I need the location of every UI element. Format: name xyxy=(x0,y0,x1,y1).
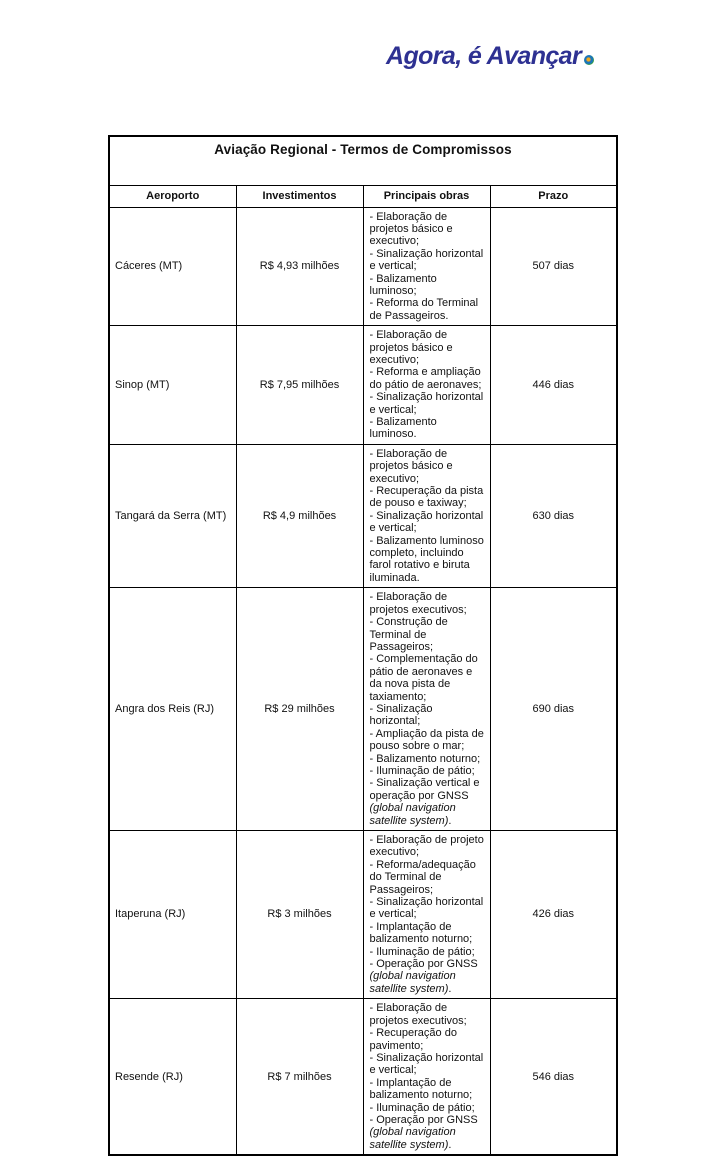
airport-cell: Resende (RJ) xyxy=(109,999,236,1155)
works-item: - Sinalização horizontal e vertical; xyxy=(369,247,484,273)
works-item: - Reforma e ampliação do pátio de aeronaves; xyxy=(369,366,482,391)
brand-logo xyxy=(386,41,594,71)
works-item: - Ampliação da pista de pouso sobre o mar; xyxy=(369,727,484,753)
works-item: - Iluminação de pátio; xyxy=(369,945,475,958)
works-item: - Elaboração de projetos executivos; xyxy=(369,1002,467,1027)
table-title-row xyxy=(109,136,617,185)
table-row xyxy=(109,999,617,1155)
investment-cell: R$ 3 milhões xyxy=(236,831,363,999)
globe-dot-icon xyxy=(584,55,594,65)
table-row xyxy=(109,326,617,445)
works-item: - Recuperação do pavimento; xyxy=(369,1027,457,1052)
table-row xyxy=(109,588,617,831)
works-item: - Elaboração de projetos básico e executivo; xyxy=(369,329,453,366)
investment-cell: R$ 7 milhões xyxy=(236,999,363,1155)
works-cell xyxy=(363,831,490,999)
investment-cell: R$ 4,93 milhões xyxy=(236,207,363,326)
works-item: - Recuperação da pista de pouso e taxiway; xyxy=(369,485,484,510)
works-item: - Sinalização horizontal e vertical; xyxy=(369,509,484,535)
works-item: - Balizamento noturno; xyxy=(369,752,481,765)
airport-cell: Cáceres (MT) xyxy=(109,207,236,326)
table-head xyxy=(109,136,617,207)
column-header-1: Investimentos xyxy=(236,185,363,207)
airport-cell: Angra dos Reis (RJ) xyxy=(109,588,236,831)
table-body xyxy=(109,207,617,1155)
deadline-cell: 446 dias xyxy=(490,326,617,445)
brand-logo-text: Agora, é Avançar xyxy=(386,42,582,70)
table-row xyxy=(109,444,617,587)
works-item: - Reforma do Terminal de Passageiros. xyxy=(369,297,479,322)
works-item: - Operação por GNSS (global navigation satellite system). xyxy=(369,958,478,995)
column-header-0: Aeroporto xyxy=(109,185,236,207)
investment-cell: R$ 4,9 milhões xyxy=(236,444,363,587)
deadline-cell: 426 dias xyxy=(490,831,617,999)
works-item: - Complementação do pátio de aeronaves e da nova pista de taxiamento; xyxy=(369,653,478,703)
works-item: - Balizamento luminoso. xyxy=(369,416,437,441)
works-item: - Construção de Terminal de Passageiros; xyxy=(369,616,448,653)
airport-cell: Itaperuna (RJ) xyxy=(109,831,236,999)
works-item: - Sinalização vertical e operação por GNSS (global navigation satellite system). xyxy=(369,777,480,827)
works-item: - Sinalização horizontal e vertical; xyxy=(369,391,484,416)
works-item: - Balizamento luminoso completo, incluindo farol rotativo e biruta iluminada. xyxy=(369,534,484,584)
airport-cell: Sinop (MT) xyxy=(109,326,236,445)
works-item: - Iluminação de pátio; xyxy=(369,1101,475,1114)
works-item: - Sinalização horizontal; xyxy=(369,702,433,728)
deadline-cell: 507 dias xyxy=(490,207,617,326)
deadline-cell: 546 dias xyxy=(490,999,617,1155)
works-item: - Sinalização horizontal e vertical; xyxy=(369,1051,484,1077)
commitments-table xyxy=(108,135,618,1156)
works-cell xyxy=(363,326,490,445)
works-cell xyxy=(363,588,490,831)
table-row xyxy=(109,831,617,999)
table-header-row xyxy=(109,185,617,207)
column-header-2: Principais obras xyxy=(363,185,490,207)
airport-cell: Tangará da Serra (MT) xyxy=(109,444,236,587)
table-title: Aviação Regional - Termos de Compromissos xyxy=(109,136,617,185)
works-cell xyxy=(363,444,490,587)
works-item: - Iluminação de pátio; xyxy=(369,764,475,777)
works-item: - Elaboração de projetos executivos; xyxy=(369,591,467,616)
works-item: - Elaboração de projetos básico e executivo; xyxy=(369,210,453,248)
works-item: - Reforma/adequação do Terminal de Passageiros; xyxy=(369,858,476,896)
works-item: - Elaboração de projeto executivo; xyxy=(369,834,484,859)
works-item: - Sinalização horizontal e vertical; xyxy=(369,896,484,921)
investment-cell: R$ 7,95 milhões xyxy=(236,326,363,445)
works-cell xyxy=(363,999,490,1155)
deadline-cell: 690 dias xyxy=(490,588,617,831)
works-item: - Implantação de balizamento noturno; xyxy=(369,920,473,946)
works-item: - Elaboração de projetos básico e executivo; xyxy=(369,447,453,485)
works-item: - Balizamento luminoso; xyxy=(369,272,437,297)
investment-cell: R$ 29 milhões xyxy=(236,588,363,831)
table-row xyxy=(109,207,617,326)
works-item: - Operação por GNSS (global navigation satellite system). xyxy=(369,1113,478,1151)
column-header-3: Prazo xyxy=(490,185,617,207)
works-cell xyxy=(363,207,490,326)
works-item: - Implantação de balizamento noturno; xyxy=(369,1076,473,1102)
deadline-cell: 630 dias xyxy=(490,444,617,587)
